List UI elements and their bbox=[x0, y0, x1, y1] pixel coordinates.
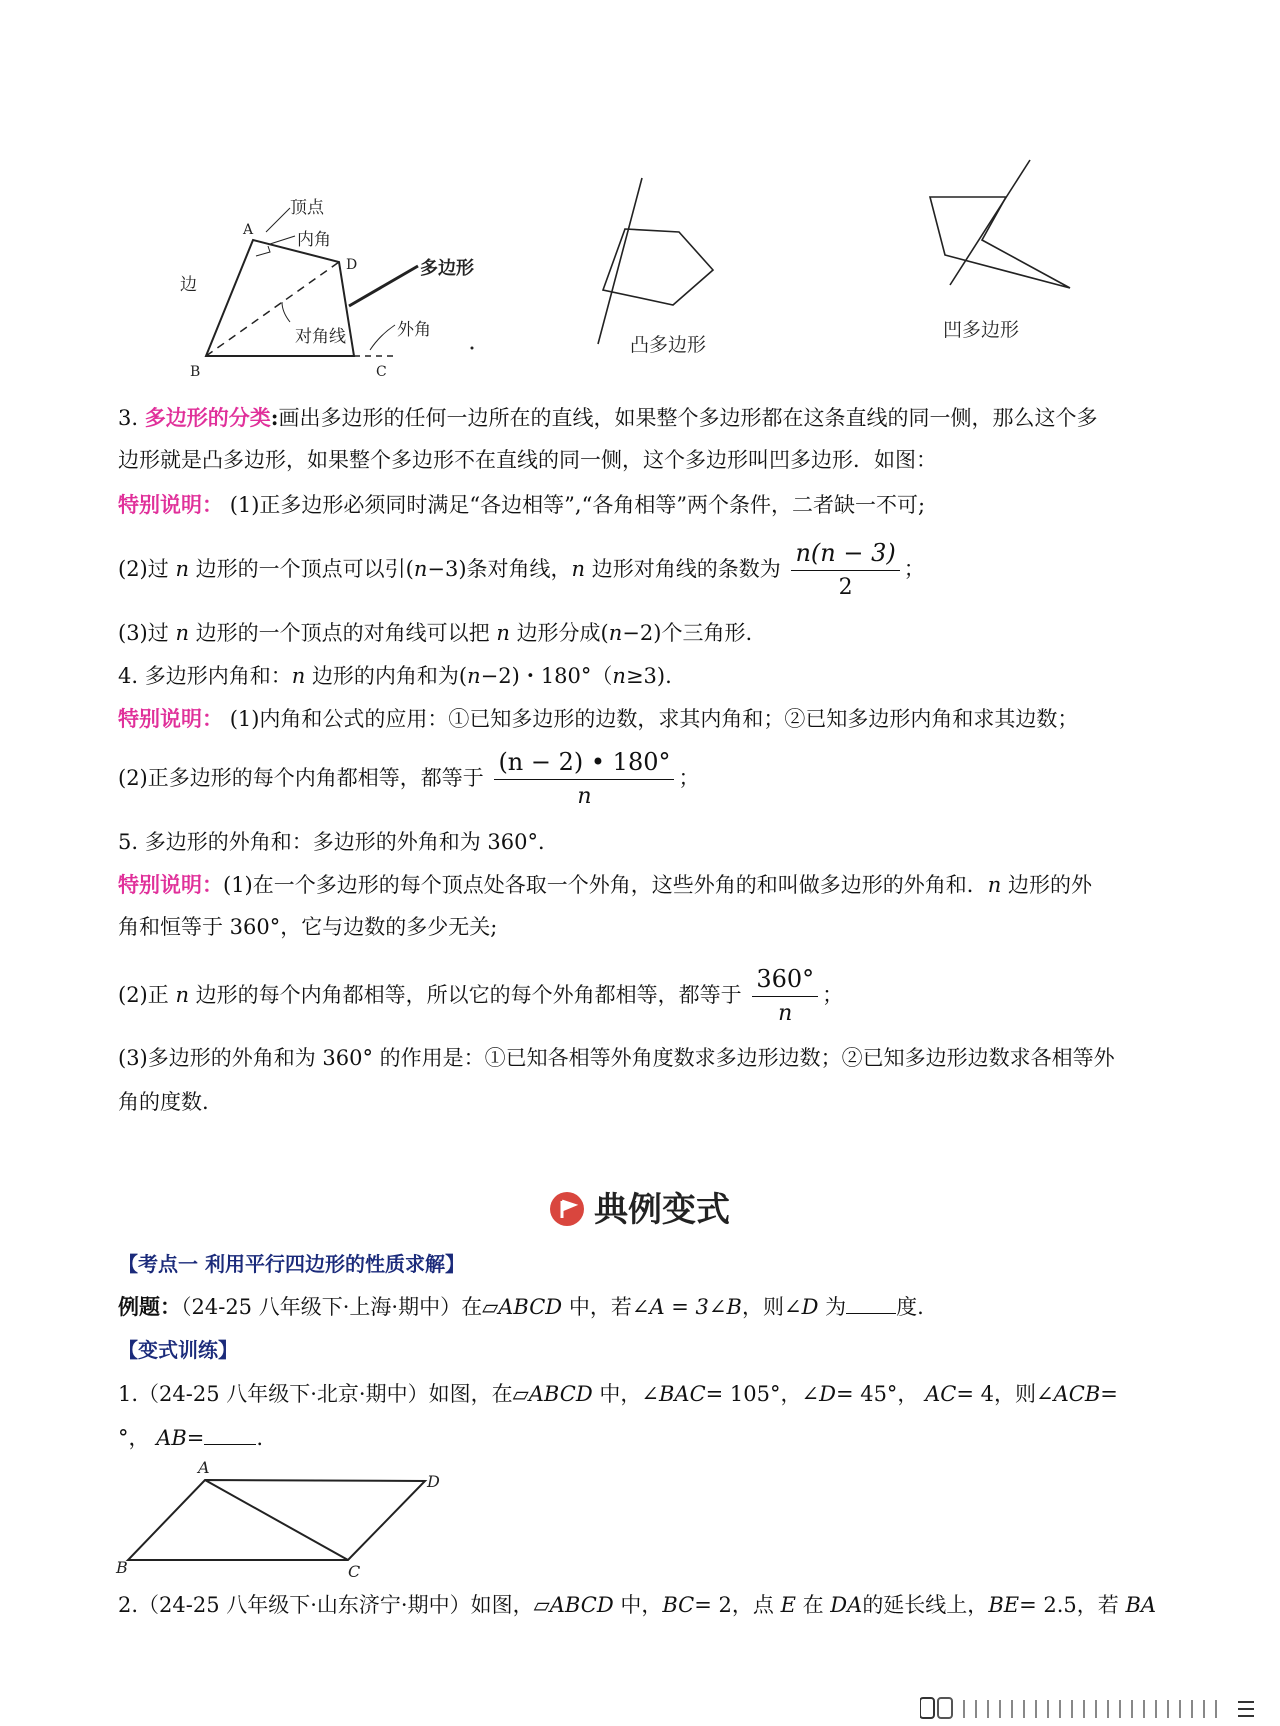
example-line bbox=[118, 1292, 924, 1322]
label-interior-angle: 内角 bbox=[297, 230, 331, 250]
t: ； bbox=[678, 766, 700, 790]
t: 中，∠ bbox=[599, 1382, 659, 1406]
t: = bbox=[1100, 1382, 1118, 1406]
convex-caption: 凸多边形 bbox=[630, 334, 707, 356]
t: (2)正多边形的每个内角都相等，都等于 bbox=[118, 766, 484, 790]
n-var: n bbox=[987, 873, 1002, 897]
parallelogram-symbol: ▱ bbox=[482, 1295, 499, 1319]
concave-polygon bbox=[930, 197, 1070, 288]
section3-note1 bbox=[118, 490, 925, 520]
convex-polygon bbox=[603, 229, 713, 305]
t: 为 bbox=[825, 1295, 847, 1319]
frac-den: n bbox=[577, 784, 592, 809]
vertex-pointer bbox=[266, 208, 290, 232]
fraction-interior-angle bbox=[494, 745, 674, 814]
q1-line1 bbox=[118, 1379, 1118, 1409]
frac-den: n bbox=[778, 1001, 793, 1026]
t: BA bbox=[1125, 1593, 1157, 1617]
t: ，则∠ bbox=[741, 1295, 802, 1319]
concave-polygon-figure bbox=[930, 160, 1070, 288]
t: ≥3). bbox=[625, 664, 672, 688]
section4-line1 bbox=[118, 661, 672, 691]
exterior-angle-pointer bbox=[370, 325, 395, 350]
t: 边形的一个顶点的对角线可以把 bbox=[195, 621, 490, 645]
t: E bbox=[780, 1593, 796, 1617]
parallelogram-symbol: ▱ bbox=[512, 1382, 529, 1406]
t: = 45°， bbox=[835, 1382, 919, 1406]
kaodian-title: 【考点一 利用平行四边形的性质求解】 bbox=[118, 1252, 465, 1276]
q2-line1 bbox=[118, 1590, 1156, 1620]
t: (2)过 bbox=[118, 557, 169, 581]
t: 边形的外 bbox=[1007, 873, 1092, 897]
pg-label-C: C bbox=[348, 1562, 361, 1581]
example-label: 例题： bbox=[118, 1294, 181, 1319]
diagonal-pointer bbox=[282, 302, 290, 322]
t: D bbox=[801, 1295, 819, 1319]
convex-polygon-figure bbox=[598, 178, 713, 344]
section4-note1 bbox=[118, 704, 1078, 734]
t: ABCD bbox=[528, 1382, 593, 1406]
n-var: n bbox=[175, 557, 189, 581]
section5-note3-line2: 角的度数. bbox=[118, 1090, 209, 1114]
section3-num: 3. bbox=[118, 406, 139, 430]
pg-label-D: D bbox=[427, 1472, 440, 1491]
t: (2)正 bbox=[118, 983, 169, 1007]
section3-line1 bbox=[118, 403, 1098, 433]
heading-text: 典例变式 bbox=[594, 1190, 730, 1230]
t: = 2，点 bbox=[694, 1593, 774, 1617]
frac-num: (n − 2) • 180° bbox=[494, 745, 674, 780]
section-heading bbox=[0, 1182, 1280, 1231]
note-label: 特别说明： bbox=[118, 492, 223, 517]
diagonal-ac bbox=[205, 1480, 348, 1560]
interior-angle-pointer bbox=[270, 236, 295, 244]
t: 1.（24-25 八年级下·北京·期中）如图，在 bbox=[118, 1382, 513, 1406]
n-var: n bbox=[175, 983, 189, 1007]
section5-line1: 5. 多边形的外角和：多边形的外角和为 360°． bbox=[118, 830, 559, 854]
t: （24-25 八年级下·上海·期中）在 bbox=[181, 1295, 483, 1319]
label-side: 边 bbox=[180, 275, 197, 295]
t: 边形的内角和为( bbox=[311, 664, 468, 688]
t: 中，若∠ bbox=[568, 1295, 650, 1319]
concave-caption: 凹多边形 bbox=[943, 319, 1020, 341]
t: 中， bbox=[620, 1593, 663, 1617]
section5-note1 bbox=[118, 870, 1092, 900]
t: = 4，则∠ bbox=[956, 1382, 1054, 1406]
section4-note2 bbox=[118, 745, 699, 814]
t: 边形分成( bbox=[516, 621, 609, 645]
section3-title: 多边形的分类 bbox=[144, 405, 271, 430]
note-label: 特别说明： bbox=[118, 706, 223, 731]
t: ACB bbox=[1053, 1382, 1101, 1406]
t: (1)内角和公式的应用：①已知多边形的边数，求其内角和；②已知多边形内角和求其边数； bbox=[229, 707, 1079, 731]
t: D bbox=[819, 1382, 836, 1406]
section3-colon: : bbox=[270, 405, 279, 430]
angle-mark bbox=[256, 246, 270, 256]
t: = bbox=[186, 1426, 205, 1450]
label-D: D bbox=[346, 257, 358, 273]
t: BAC bbox=[658, 1382, 706, 1406]
t: AB bbox=[156, 1426, 187, 1450]
section5-note3-line1: (3)多边形的外角和为 360° 的作用是：①已知各相等外角度数求多边形边数；②已知多边形边数求各相等外 bbox=[118, 1046, 1115, 1070]
t: 边形的一个顶点可以引( bbox=[195, 557, 414, 581]
section3-note2 bbox=[118, 536, 925, 605]
n-var: n bbox=[608, 621, 623, 645]
label-B: B bbox=[190, 364, 201, 380]
pg-label-B: B bbox=[116, 1558, 128, 1577]
n-var: n bbox=[175, 621, 189, 645]
t: AC bbox=[925, 1382, 957, 1406]
t: BC bbox=[662, 1593, 695, 1617]
parallelogram-symbol: ▱ bbox=[533, 1593, 550, 1617]
frac-num: n(n − 3) bbox=[791, 536, 899, 571]
t: (1)在一个多边形的每个顶点处各取一个外角，这些外角的和叫做多边形的外角和． bbox=[223, 873, 988, 897]
n-var: n bbox=[612, 664, 626, 688]
page-strip-icon bbox=[920, 1692, 1280, 1722]
t: 边形的每个内角都相等，所以它的每个外角都相等，都等于 bbox=[195, 983, 742, 1007]
section3-note3 bbox=[118, 618, 752, 648]
section3-line2: 边形就是凸多边形，如果整个多边形不在直线的同一侧，这个多边形叫凹多边形．如图： bbox=[118, 448, 937, 472]
bianshi-title: 【变式训练】 bbox=[118, 1338, 238, 1362]
n-var: n bbox=[571, 557, 586, 581]
t: 在 bbox=[802, 1593, 824, 1617]
fraction-diagonals bbox=[791, 536, 899, 605]
n-var: n bbox=[291, 664, 306, 688]
n-var: n bbox=[413, 557, 428, 581]
t: (3)过 bbox=[118, 621, 169, 645]
t: ； bbox=[822, 983, 844, 1007]
label-diagonal: 对角线 bbox=[295, 327, 346, 347]
t: 4. 多边形内角和： bbox=[118, 664, 292, 688]
note-label: 特别说明： bbox=[118, 872, 223, 897]
t: = 105°，∠ bbox=[705, 1382, 820, 1406]
frac-num: 360° bbox=[752, 962, 818, 997]
t: ABCD bbox=[498, 1295, 563, 1319]
section5-note1-line2: 角和恒等于 360°，它与边数的多少无关; bbox=[118, 915, 498, 939]
t: ； bbox=[903, 557, 925, 581]
label-C: C bbox=[376, 364, 387, 380]
t: . bbox=[256, 1426, 264, 1450]
convex-line bbox=[598, 178, 642, 344]
label-vertex: 顶点 bbox=[290, 198, 324, 218]
t: −2)・180°（ bbox=[480, 664, 613, 688]
t: °， bbox=[118, 1426, 150, 1450]
flag-icon bbox=[550, 1192, 584, 1226]
n-var: n bbox=[467, 664, 481, 688]
section3-text1: 画出多边形的任何一边所在的直线，如果整个多边形都在这条直线的同一侧，那么这个多 bbox=[278, 406, 1098, 430]
t: −3)条对角线， bbox=[427, 557, 572, 581]
t: 度. bbox=[896, 1295, 924, 1319]
t: 的延长线上， bbox=[862, 1593, 989, 1617]
q1-line2 bbox=[118, 1423, 263, 1453]
t: 边形对角线的条数为 bbox=[591, 557, 781, 581]
answer-blank[interactable] bbox=[204, 1443, 256, 1445]
section3-note1-text: (1)正多边形必须同时满足“各边相等”,“各角相等”两个条件，二者缺一不可; bbox=[229, 493, 926, 517]
label-exterior-angle: 外角 bbox=[397, 320, 431, 340]
pg-label-A: A bbox=[198, 1458, 210, 1477]
fraction-exterior-angle bbox=[752, 962, 818, 1031]
section5-note2 bbox=[118, 962, 843, 1031]
n-var: n bbox=[496, 621, 510, 645]
frac-den: 2 bbox=[838, 575, 853, 600]
t: DA bbox=[830, 1593, 863, 1617]
t: −2)个三角形. bbox=[622, 621, 753, 645]
label-A: A bbox=[243, 222, 254, 238]
polygon-pointer bbox=[349, 266, 418, 306]
parallelogram-figure bbox=[128, 1480, 425, 1560]
t: A = 3∠B bbox=[649, 1295, 742, 1319]
t: = 2.5，若 bbox=[1019, 1593, 1119, 1617]
t: ABCD bbox=[549, 1593, 614, 1617]
answer-blank[interactable] bbox=[846, 1312, 896, 1314]
label-polygon: 多边形 bbox=[420, 258, 474, 279]
t: 2.（24-25 八年级下·山东济宁·期中）如图， bbox=[118, 1593, 534, 1617]
t: BE bbox=[988, 1593, 1020, 1617]
